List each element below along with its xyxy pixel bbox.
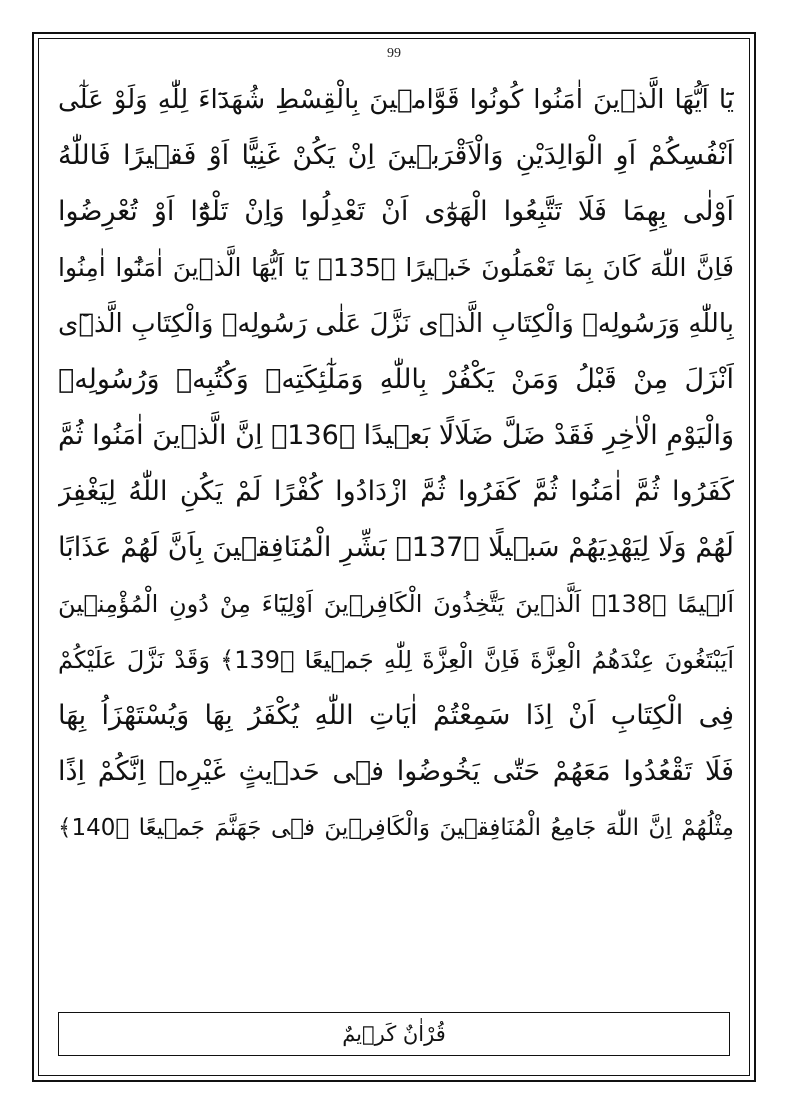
text-line-5: بِاللّٰهِ وَرَسُولِهٖ وَالْكِتَابِ الَّذٖى نَزَّلَ عَلٰى رَسُولِهٖ وَالْكِتَابِ الَّذٖٓى	[58, 309, 734, 339]
text-line-7: وَالْيَوْمِ الْاٰخِرِ فَقَدْ ضَلَّ ضَلَالًا بَعٖيدًا ﴿136﴾ اِنَّ الَّذٖينَ اٰمَنُوا ثُمَّ	[58, 420, 734, 451]
text-line-1: يَٓا اَيُّهَا الَّذٖينَ اٰمَنُوا كُونُوا قَوَّامٖينَ بِالْقِسْطِ شُهَدَٓاءَ لِلّٰهِ وَلَوْ عَلٰٓى	[58, 85, 734, 115]
text-line-4: فَاِنَّ اللّٰهَ كَانَ بِمَا تَعْمَلُونَ خَبٖيرًا ﴿135﴾ يَٓا اَيُّهَا الَّذٖينَ اٰمَنُٓوا اٰمِنُوا	[58, 253, 734, 282]
footer-title: قُرْاٰنٌ كَرٖيمٌ	[342, 1022, 446, 1046]
text-line-6: اَنْزَلَ مِنْ قَبْلُ وَمَنْ يَكْفُرْ بِاللّٰهِ وَمَلٰٓئِكَتِهٖ وَكُتُبِهٖ وَرُسُولِهٖ	[58, 364, 734, 395]
text-line-2: اَنْفُسِكُمْ اَوِ الْوَالِدَيْنِ وَالْاَقْرَبٖينَ اِنْ يَكُنْ غَنِيًّا اَوْ فَقٖيرًا فَاللّٰهُ	[58, 140, 734, 171]
text-line-12: فِى الْكِتَابِ اَنْ اِذَا سَمِعْتُمْ اٰيَاتِ اللّٰهِ يُكْفَرُ بِهَا وَيُسْتَهْزَاُ بِهَا	[58, 700, 734, 731]
text-line-14: مِثْلُهُمْ اِنَّ اللّٰهَ جَامِعُ الْمُنَافِقٖينَ وَالْكَافِرٖينَ فٖى جَهَنَّمَ جَمٖيعًا ﴿140﴾	[58, 815, 734, 841]
text-line-3: اَوْلٰى بِهِمَا فَلَا تَتَّبِعُوا الْهَوٰٓى اَنْ تَعْدِلُوا وَاِنْ تَلْوُٓا اَوْ تُعْرِضُوا	[58, 196, 734, 227]
text-line-10: اَلٖيمًا ﴿138﴾ اَلَّذٖينَ يَتَّخِذُونَ الْكَافِرٖينَ اَوْلِيَٓاءَ مِنْ دُونِ الْمُؤْمِنٖينَ	[58, 590, 734, 618]
text-line-9: لَهُمْ وَلَا لِيَهْدِيَهُمْ سَبٖيلًا ﴿137﴾ بَشِّرِ الْمُنَافِقٖينَ بِاَنَّ لَهُمْ عَذَابًا	[58, 532, 734, 563]
page-number: 99	[387, 46, 401, 61]
quran-text-block	[58, 72, 734, 856]
footer-box	[58, 1012, 730, 1056]
text-line-11: اَيَبْتَغُونَ عِنْدَهُمُ الْعِزَّةَ فَاِنَّ الْعِزَّةَ لِلّٰهِ جَمٖيعًا ﴿139﴾ وَقَدْ نَزَّلَ عَلَيْكُمْ	[58, 646, 734, 674]
text-line-13: فَلَا تَقْعُدُوا مَعَهُمْ حَتّٰى يَخُوضُوا فٖى حَدٖيثٍ غَيْرِهٖ اِنَّكُمْ اِذًا	[58, 756, 734, 787]
text-line-8: كَفَرُوا ثُمَّ اٰمَنُوا ثُمَّ كَفَرُوا ثُمَّ ازْدَادُوا كُفْرًا لَمْ يَكُنِ اللّٰهُ لِيَغْفِرَ	[58, 476, 734, 507]
